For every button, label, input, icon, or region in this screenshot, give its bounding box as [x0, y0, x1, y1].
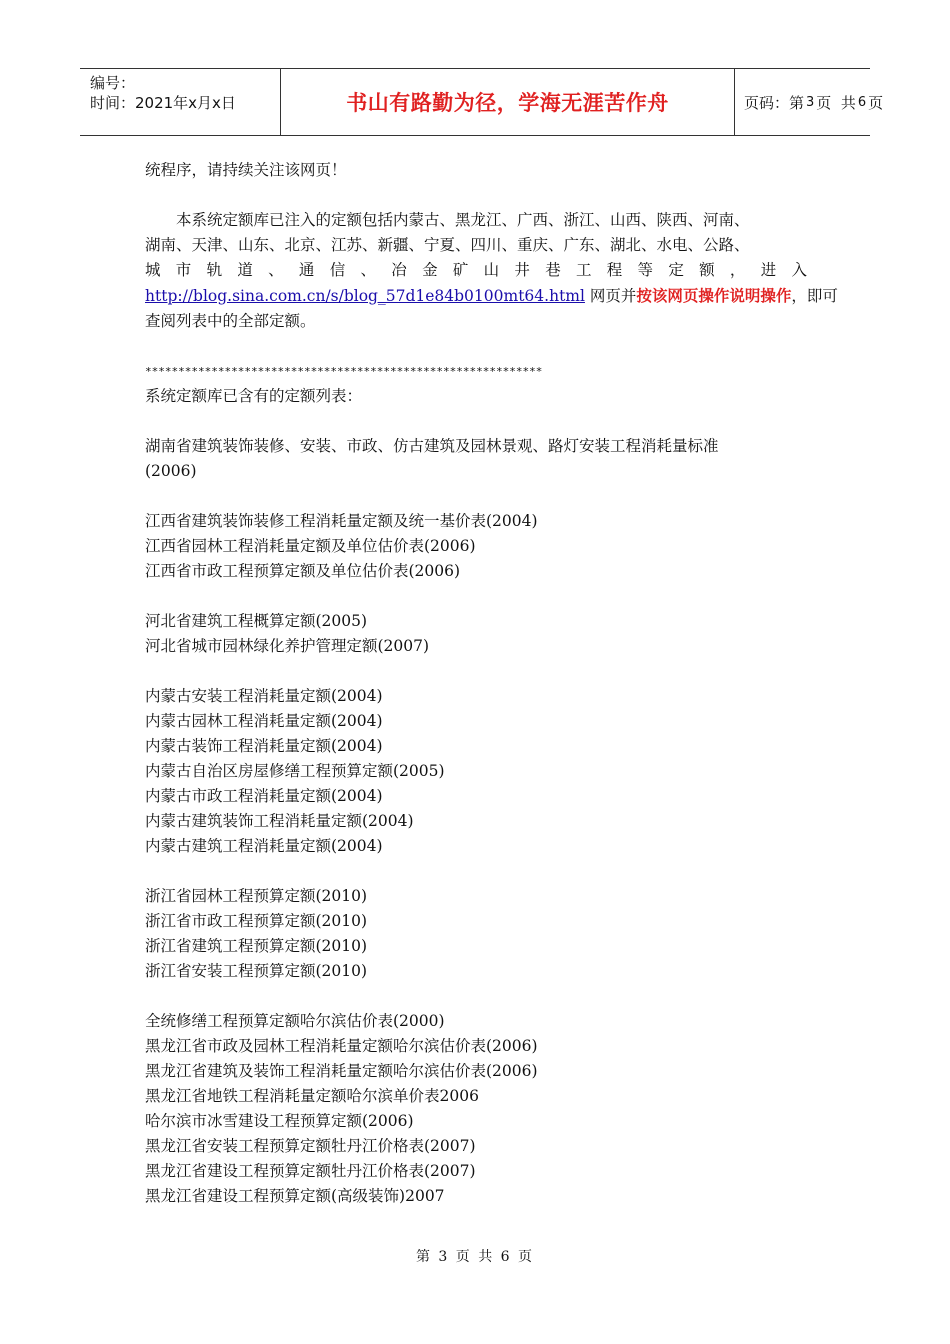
page-footer: 第 3 页 共 6 页 — [415, 1249, 535, 1265]
header-page-current: 3 — [806, 94, 815, 110]
list-item: 内蒙古建筑装饰工程消耗量定额(2004) — [145, 812, 414, 830]
list-item: 黑龙江省建设工程预算定额牡丹江价格表(2007) — [145, 1162, 476, 1180]
header-page-suffix: 页 — [868, 93, 884, 112]
list-item: 江西省园林工程消耗量定额及单位估价表(2006) — [145, 537, 476, 555]
document-body — [145, 158, 838, 1209]
list-item: 黑龙江省安装工程预算定额牡丹江价格表(2007) — [145, 1137, 476, 1155]
star-divider: ************************************************************ — [145, 365, 543, 378]
para1-line5: 查阅列表中的全部定额。 — [145, 312, 316, 330]
para1-line2: 湖南、天津、山东、北京、江苏、新疆、宁夏、四川、重庆、广东、湖北、水电、公路、 — [145, 236, 750, 254]
list-item: 黑龙江省市政及园林工程消耗量定额哈尔滨估价表(2006) — [145, 1037, 538, 1055]
list-item: 内蒙古自治区房屋修缮工程预算定额(2005) — [145, 762, 445, 780]
para1-line1: 本系统定额库已注入的定额包括内蒙古、黑龙江、广西、浙江、山西、陕西、河南、 — [176, 211, 750, 229]
intro-line: 统程序，请持续关注该网页！ — [145, 161, 347, 179]
list-item: 浙江省建筑工程预算定额(2010) — [145, 937, 368, 955]
header-page-prefix: 页码：第 — [744, 93, 805, 112]
header-page-mid: 页 共 — [816, 93, 856, 112]
list-item: (2006) — [145, 462, 197, 480]
page-header — [80, 68, 884, 136]
list-item: 全统修缮工程预算定额哈尔滨估价表(2000) — [145, 1012, 445, 1030]
list-item: 黑龙江省建筑及装饰工程消耗量定额哈尔滨估价表(2006) — [145, 1062, 538, 1080]
list-item: 内蒙古安装工程消耗量定额(2004) — [145, 687, 383, 705]
list-title: 系统定额库已含有的定额列表： — [145, 387, 363, 405]
link-after-text: 网页并 — [584, 287, 637, 305]
list-item: 内蒙古建筑工程消耗量定额(2004) — [145, 837, 383, 855]
link-tail-text: ，即可 — [791, 287, 838, 305]
list-item: 内蒙古园林工程消耗量定额(2004) — [145, 712, 383, 730]
instruction-emphasis: 按该网页操作说明操作 — [636, 286, 792, 305]
list-item: 湖南省建筑装饰装修、安装、市政、仿古建筑及园林景观、路灯安装工程消耗量标准 — [145, 437, 719, 455]
list-item: 江西省建筑装饰装修工程消耗量定额及统一基价表(2004) — [145, 512, 538, 530]
list-item: 哈尔滨市冰雪建设工程预算定额(2006) — [145, 1112, 414, 1130]
list-item: 河北省建筑工程概算定额(2005) — [145, 612, 368, 630]
list-item: 浙江省安装工程预算定额(2010) — [145, 962, 368, 980]
list-item: 河北省城市园林绿化养护管理定额(2007) — [145, 637, 430, 655]
para1-line4 — [145, 283, 838, 309]
list-item: 黑龙江省建设工程预算定额(高级装饰)2007 — [145, 1187, 445, 1205]
list-item: 黑龙江省地铁工程消耗量定额哈尔滨单价表2006 — [145, 1087, 479, 1105]
list-item: 浙江省园林工程预算定额(2010) — [145, 887, 368, 905]
header-number-label: 编号： — [90, 74, 136, 92]
para1-line3: 城市轨道、通信、冶金矿山井巷工程等定额，进入 — [145, 261, 807, 279]
list-item: 内蒙古装饰工程消耗量定额(2004) — [145, 737, 383, 755]
blog-link[interactable]: http://blog.sina.com.cn/s/blog_57d1e84b0100mt64.html — [145, 287, 585, 305]
header-left-cell — [80, 69, 280, 135]
list-item: 浙江省市政工程预算定额(2010) — [145, 912, 368, 930]
list-item: 江西省市政工程预算定额及单位估价表(2006) — [145, 562, 461, 580]
header-page-info — [735, 69, 884, 135]
header-page-total: 6 — [857, 94, 867, 110]
list-item: 内蒙古市政工程消耗量定额(2004) — [145, 787, 383, 805]
header-date-label: 时间：2021年x月x日 — [90, 94, 236, 112]
header-motto: 书山有路勤为径，学海无涯苦作舟 — [280, 69, 735, 135]
